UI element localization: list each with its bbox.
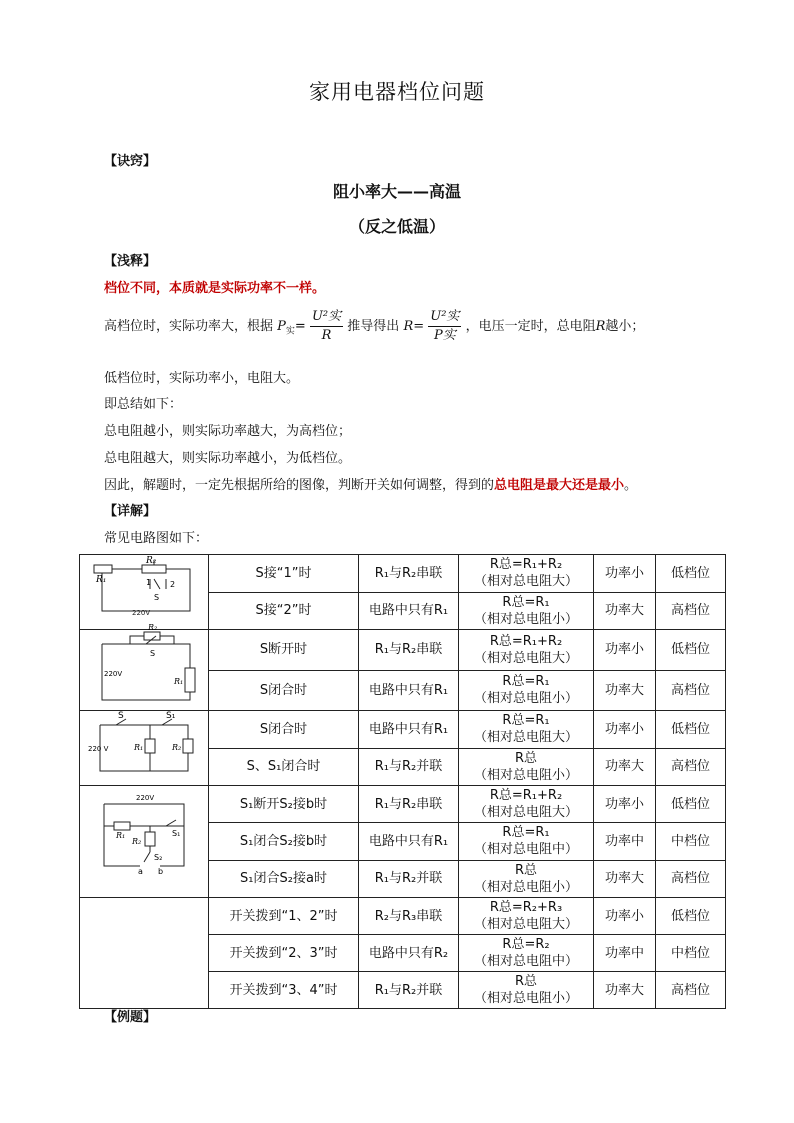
cell-level: 低档位 (656, 786, 726, 823)
cell-r2: （相对总电阻大） (473, 917, 578, 932)
cell-r2: （相对总电阻小） (473, 991, 578, 1006)
circuit-2-r1-label: R₁ (174, 677, 184, 686)
circuit-intro: 常见电路图如下： (104, 531, 209, 546)
formula-r-lhs: R= (403, 319, 425, 334)
cell-r2: （相对总电阻中） (473, 954, 578, 969)
circuit-3-r2 (183, 739, 193, 753)
cell-resist (459, 670, 594, 711)
circuit-2-svg (80, 623, 208, 710)
circuit-1-r2-label: R₂ (146, 556, 157, 566)
cell-resist (459, 748, 594, 786)
summary-2: 总电阻越大，则实际功率越小，为低档位。 (104, 451, 352, 466)
cell-cond: S接“1”时 (209, 555, 359, 593)
cell-resist (459, 786, 594, 823)
cell-cond: S₁断开S₂接b时 (209, 786, 359, 823)
cell-level: 高档位 (656, 972, 726, 1009)
cell-cond: S、S₁闭合时 (209, 748, 359, 786)
circuit-4-r1 (114, 822, 130, 830)
circuit-4-b: b (158, 867, 164, 876)
table-row (80, 711, 726, 749)
circuit-table (79, 554, 726, 1009)
cell-conn: R₁与R₂并联 (359, 972, 459, 1009)
circuit-3-v: 220 V (88, 745, 109, 753)
conclusion-red: 总电阻是最大还是最小 (494, 478, 625, 493)
conclusion-line (104, 474, 637, 493)
formula-fraction-2-den: P实 (433, 328, 456, 343)
cell-cond: 开关拨到“2、3”时 (209, 935, 359, 972)
explain-high-b: 推导得出 (347, 319, 400, 334)
section-qianshi: 【浅释】 (104, 254, 157, 269)
cell-level: 高档位 (656, 860, 726, 897)
formula-fraction-2 (428, 308, 461, 345)
formula-fraction-2-num: U²实 (428, 308, 461, 327)
cell-power: 功率小 (594, 786, 656, 823)
circuit-3-svg (80, 711, 208, 785)
cell-r2: （相对总电阻小） (473, 767, 578, 783)
cell-r2: （相对总电阻大） (473, 730, 578, 746)
circuit-1-r1 (94, 565, 112, 573)
table-row (80, 786, 726, 823)
cell-level: 中档位 (656, 823, 726, 860)
cell-conn: 电路中只有R₂ (359, 935, 459, 972)
page-title: 家用电器档位问题 (309, 80, 485, 104)
cell-power: 功率大 (594, 860, 656, 897)
circuit-diagram-5-empty (80, 898, 209, 1009)
cell-power: 功率大 (594, 670, 656, 711)
cell-cond: S₁闭合S₂接a时 (209, 860, 359, 897)
circuit-4-s2: S₂ (154, 853, 163, 862)
circuit-3-r1 (145, 739, 155, 753)
motto-line1: 阻小率大——高温 (332, 182, 461, 201)
explain-high-d: R (595, 319, 606, 334)
cell-r2: （相对总电阻小） (473, 691, 578, 707)
cell-cond: S闭合时 (209, 670, 359, 711)
formula-fraction-1 (310, 308, 343, 345)
circuit-3-s1: S₁ (166, 711, 176, 721)
circuit-4-r1-label: R₁ (116, 831, 126, 840)
circuit-3-r2-label: R₂ (172, 743, 182, 752)
cell-power: 功率大 (594, 972, 656, 1009)
circuit-4-svg (80, 786, 208, 897)
explain-high-c: ，电压一定时，总电阻 (465, 319, 596, 334)
section-xiangjie: 【详解】 (104, 504, 157, 519)
formula-fraction-1-den: R (321, 328, 332, 343)
cell-r2: （相对总电阻大） (473, 805, 578, 821)
circuit-1-p1: 1 (146, 578, 152, 587)
cell-cond: S闭合时 (209, 711, 359, 749)
circuit-2-r2-label: R₂ (148, 623, 158, 632)
cell-power: 功率中 (594, 823, 656, 860)
circuit-3-s: S (118, 711, 124, 721)
cell-resist (459, 860, 594, 897)
circuit-1-switch (150, 579, 166, 589)
section-jueqiao: 【诀窍】 (104, 154, 157, 169)
cell-r2: （相对总电阻小） (473, 879, 578, 895)
cell-power: 功率中 (594, 935, 656, 972)
cell-level: 高档位 (656, 592, 726, 630)
explain-low: 低档位时，实际功率小，电阻大。 (104, 371, 300, 386)
circuit-2-s: S (150, 649, 156, 658)
cell-resist (459, 630, 594, 671)
circuit-diagram-3 (80, 711, 209, 786)
circuit-1-r2 (142, 565, 166, 573)
circuit-4-v: 220V (136, 794, 155, 802)
cell-level: 低档位 (656, 555, 726, 593)
circuit-1-s: S (154, 593, 160, 602)
motto-line2: （反之低温） (348, 217, 445, 236)
cell-r1: R总=R₁ (502, 594, 550, 610)
explain-high-e: 越小； (605, 319, 645, 334)
cell-resist (459, 972, 594, 1009)
cell-conn: R₁与R₂并联 (359, 748, 459, 786)
cell-level: 高档位 (656, 670, 726, 711)
formula-p-sub: 实 (285, 326, 295, 337)
cell-r1: R总=R₁ (502, 674, 550, 690)
circuit-1-p2: 2 (170, 580, 176, 589)
formula-eq: = (294, 319, 306, 334)
circuit-1-v: 220V (132, 609, 151, 617)
cell-r1: R总=R₁ (502, 713, 550, 729)
conclusion-b: 。 (624, 478, 638, 493)
circuit-diagram-1 (80, 555, 209, 630)
formula-fraction-1-num: U²实 (310, 308, 343, 327)
cell-cond: 开关拨到“3、4”时 (209, 972, 359, 1009)
cell-conn: 电路中只有R₁ (359, 670, 459, 711)
cell-r2: （相对总电阻中） (473, 842, 578, 858)
table-row (80, 630, 726, 671)
explain-high-line (104, 308, 644, 345)
cell-conn: 电路中只有R₁ (359, 592, 459, 630)
summary-1: 总电阻越小，则实际功率越大，为高档位； (104, 424, 352, 439)
cell-cond: S₁闭合S₂接b时 (209, 823, 359, 860)
cell-level: 高档位 (656, 748, 726, 786)
summary-intro: 即总结如下： (104, 397, 183, 412)
cell-r2: （相对总电阻小） (473, 611, 578, 627)
cell-resist (459, 898, 594, 935)
cell-conn: 电路中只有R₁ (359, 711, 459, 749)
circuit-1-wires (102, 569, 190, 611)
circuit-3-r1-label: R₁ (134, 743, 144, 752)
cell-r1: R总=R₁+R₂ (489, 788, 563, 804)
cell-conn: R₁与R₂并联 (359, 860, 459, 897)
cell-power: 功率大 (594, 748, 656, 786)
cell-power: 功率小 (594, 555, 656, 593)
cell-conn: R₂与R₃串联 (359, 898, 459, 935)
cell-power: 功率小 (594, 711, 656, 749)
explain-high-a: 高档位时，实际功率大，根据 (104, 319, 274, 334)
circuit-4-s1: S₁ (172, 829, 181, 838)
cell-r1: R总=R₁ (502, 825, 550, 841)
cell-r1: R总 (514, 974, 538, 989)
circuit-4-a: a (138, 867, 143, 876)
cell-r1: R总=R₁+R₂ (489, 557, 563, 573)
cell-r1: R总 (514, 750, 538, 766)
circuit-diagram-2 (80, 623, 209, 711)
cell-resist (459, 555, 594, 593)
circuit-4-r2 (145, 832, 155, 846)
cell-resist (459, 935, 594, 972)
cell-power: 功率大 (594, 592, 656, 630)
circuit-2-v: 220V (104, 670, 123, 678)
circuit-4-s1-switch (166, 820, 176, 826)
cell-power: 功率小 (594, 898, 656, 935)
cell-conn: 电路中只有R₁ (359, 823, 459, 860)
cell-resist (459, 823, 594, 860)
table-row (80, 555, 726, 593)
circuit-3-switches (116, 719, 172, 725)
circuit-2-r1 (185, 668, 195, 692)
cell-cond: S断开时 (209, 630, 359, 671)
conclusion-a: 因此，解题时，一定先根据所给的图像，判断开关如何调整，得到的 (104, 478, 495, 493)
cell-level: 低档位 (656, 630, 726, 671)
cell-level: 低档位 (656, 711, 726, 749)
cell-resist (459, 592, 594, 630)
cell-r2: （相对总电阻大） (473, 650, 578, 666)
cell-cond: S接“2”时 (209, 592, 359, 630)
circuit-4-r2-label: R₂ (132, 837, 142, 846)
cell-r1: R总=R₁+R₂ (489, 633, 563, 649)
cell-r1: R总=R₂ (502, 937, 550, 952)
cell-r1: R总=R₂+R₃ (489, 900, 563, 915)
cell-conn: R₁与R₂串联 (359, 555, 459, 593)
cell-cond: 开关拨到“1、2”时 (209, 898, 359, 935)
circuit-diagram-4 (80, 786, 209, 898)
cell-power: 功率小 (594, 630, 656, 671)
cell-r1: R总 (514, 862, 538, 878)
circuit-1-r1-label: R₁ (96, 575, 107, 585)
cell-level: 低档位 (656, 898, 726, 935)
section-liti: 【例题】 (104, 1010, 157, 1025)
cell-r2: （相对总电阻大） (473, 574, 578, 590)
table-row (80, 898, 726, 935)
cell-resist (459, 711, 594, 749)
circuit-1-svg (80, 555, 208, 629)
cell-conn: R₁与R₂串联 (359, 786, 459, 823)
explain-red-line: 档位不同，本质就是实际功率不一样。 (104, 281, 326, 296)
cell-conn: R₁与R₂串联 (359, 630, 459, 671)
cell-level: 中档位 (656, 935, 726, 972)
formula-p-symbol: P (277, 319, 286, 334)
